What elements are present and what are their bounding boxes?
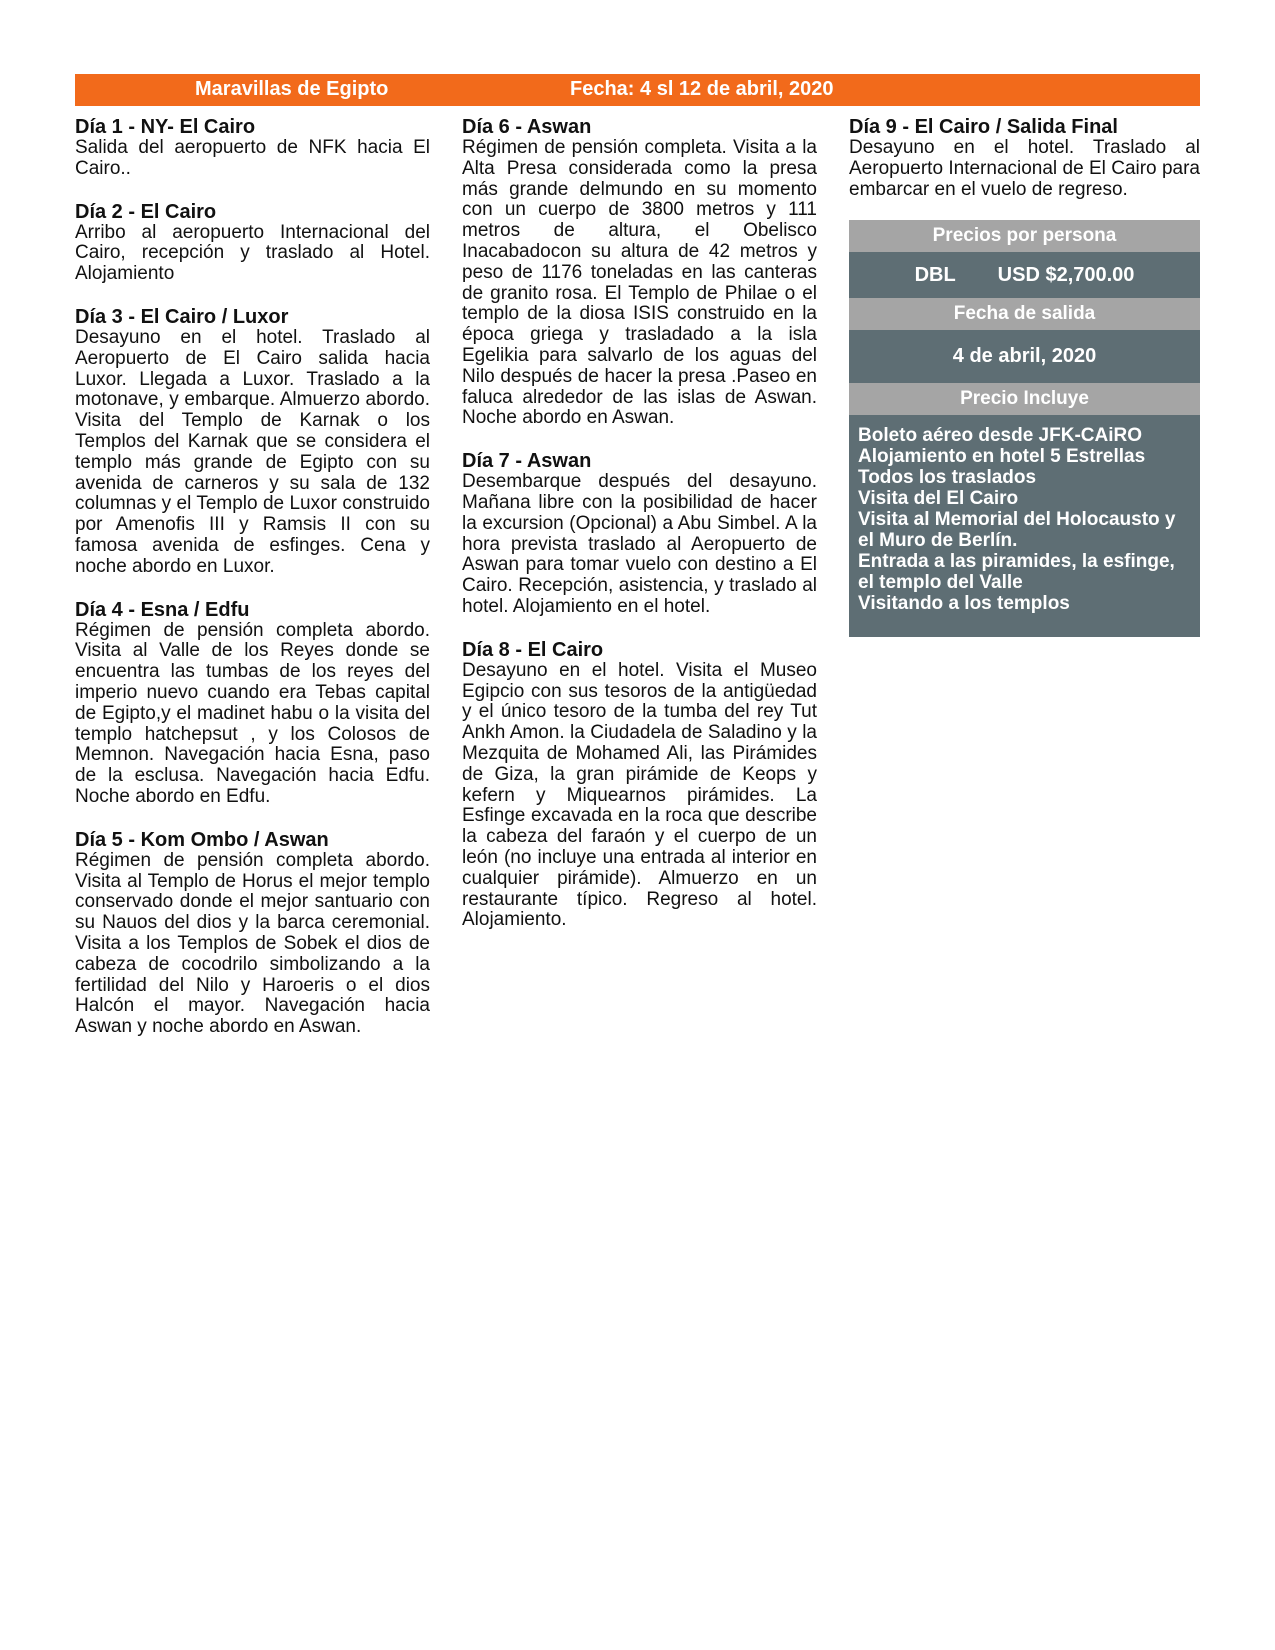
pricing-box [849, 220, 1200, 637]
day-description: Desayuno en el hotel. Traslado al Aeropuerto Internacional de El Cairo para embarcar en el vuelo de regreso. [849, 137, 1200, 200]
pricing-header: Precios por persona [849, 220, 1200, 252]
day-title: Día 1 - NY- El Cairo [75, 116, 256, 138]
day-description: Régimen de pensión completa. Visita a la Alta Presa considerada como la presa más grande delmundo en su momento con un cuerpo de 3800 metros y 111 metros de altura, el Obelisco Inacabadocon su altura de 42 metros y peso de 1176 toneladas en las canteras de granito rosa. El Templo de Philae o el templo de la diosa ISIS construido en la época griega y trasladado a la isla Egelikia para salvarlo de los aguas del Nilo después de hacer la presa .Paseo en faluca alrededor de las islas de Aswan. Noche abordo en Aswan. [462, 137, 817, 429]
price-value: USD $2,700.00 [997, 264, 1135, 287]
day-title: Día 4 - Esna / Edfu [75, 598, 250, 621]
day-title: Día 6 - Aswan [462, 116, 592, 138]
departure-date: 4 de abril, 2020 [849, 330, 1200, 383]
day-5 [75, 829, 430, 1038]
day-7 [462, 450, 817, 618]
day-title: Día 5 - Kom Ombo / Aswan [75, 828, 329, 851]
itinerary-column-1 [75, 116, 430, 1059]
day-description: Arribo al aeropuerto Internacional del Cairo, recepción y traslado al Hotel. Alojamiento [75, 221, 430, 285]
includes-item: Visita al Memorial del Holocausto y el Muro de Berlín. [858, 509, 1176, 552]
day-2 [75, 201, 430, 285]
itinerary-column-3 [849, 116, 1200, 637]
includes-item: Entrada a las piramides, la esfinge, el templo del Valle [858, 551, 1175, 594]
price-row [849, 252, 1200, 298]
includes-list [849, 415, 1200, 637]
day-description: Régimen de pensión completa abordo. Visita al Valle de los Reyes donde se encuentra las tumbas de los reyes del imperio nuevo cuando era Tebas capital de Egipto,y el madinet habu o la visita del templo hatchepsut , y los Colosos de Memnon. Navegación hacia Esna, paso de la esclusa. Navegación hacia Edfu. Noche abordo en Edfu. [75, 619, 430, 807]
day-9 [849, 116, 1200, 200]
day-title: Día 8 - El Cairo [462, 638, 604, 661]
day-3 [75, 306, 430, 578]
day-title: Día 7 - Aswan [462, 450, 592, 473]
includes-item: Todos los traslados [858, 467, 1037, 489]
day-1 [75, 116, 430, 180]
day-description: Desembarque después del desayuno. Mañana libre con la posibilidad de hacer la excursion (Opcional) a Abu Simbel. A la hora prevista traslado al Aeropuerto de Aswan para tomar vuelo con destino a El Cairo. Recepción, asistencia, y traslado al hotel. Alojamiento en el hotel. [462, 471, 817, 617]
day-8 [462, 639, 817, 931]
includes-item: Alojamiento en hotel 5 Estrellas [858, 446, 1146, 468]
trip-dates: Fecha: 4 sl 12 de abril, 2020 [570, 78, 834, 100]
day-title: Día 2 - El Cairo [75, 200, 217, 223]
day-description: Régimen de pensión completa abordo. Visita al Templo de Horus el mejor templo conservado donde el mejor santuario con su Nauos del dios y la barca ceremonial. Visita a los Templos de Sobek el dios de cabeza de cocodrilo simbolizando a la fertilidad del Nilo y Haroeris o el dios Halcón el mayor. Navegación hacia Aswan y noche abordo en Aswan. [75, 849, 430, 1038]
day-6 [462, 116, 817, 429]
title-banner [75, 74, 1200, 106]
departure-header: Fecha de salida [849, 298, 1200, 330]
includes-item: Visitando a los templos [858, 593, 1070, 615]
itinerary-column-2 [462, 116, 817, 952]
room-type: DBL [914, 264, 956, 287]
day-description: Salida del aeropuerto de NFK hacia El Cairo.. [75, 137, 430, 179]
day-title: Día 3 - El Cairo / Luxor [75, 305, 289, 328]
day-description: Desayuno en el hotel. Visita el Museo Egipcio con sus tesoros de la antigüedad y el único tesoro de la tumba del rey Tut Ankh Amon. la Ciudadela de Saladino y la Mezquita de Mohamed Ali, las Pirámides de Giza, la gran pirámide de Keops y kefern y Miquearnos pirámides. La Esfinge excavada en la roca que describe la cabeza del faraón y el cuerpo de un león (no incluye una entrada al interior en cualquier pirámide). Almuerzo en un restaurante típico. Regreso al hotel. Alojamiento. [462, 659, 817, 931]
includes-header: Precio Incluye [849, 383, 1200, 415]
day-title: Día 9 - El Cairo / Salida Final [849, 116, 1118, 138]
day-4 [75, 599, 430, 808]
includes-item: Visita del El Cairo [858, 488, 1019, 510]
includes-item: Boleto aéreo desde JFK-CAiRO [858, 425, 1142, 447]
trip-title: Maravillas de Egipto [195, 78, 389, 100]
day-description: Desayuno en el hotel. Traslado al Aeropuerto de El Cairo salida hacia Luxor. Llegada a Luxor. Traslado a la motonave, y embarque. Almuerzo abordo. Visita del Templo de Karnak o los Templos del Karnak que se considera el templo más grande de Egipto con su avenida de carneros y su sala de 132 columnas y el Templo de Luxor construido por Amenofis III y Ramsis II con su famosa avenida de esfinges. Cena y noche abordo en Luxor. [75, 326, 430, 577]
